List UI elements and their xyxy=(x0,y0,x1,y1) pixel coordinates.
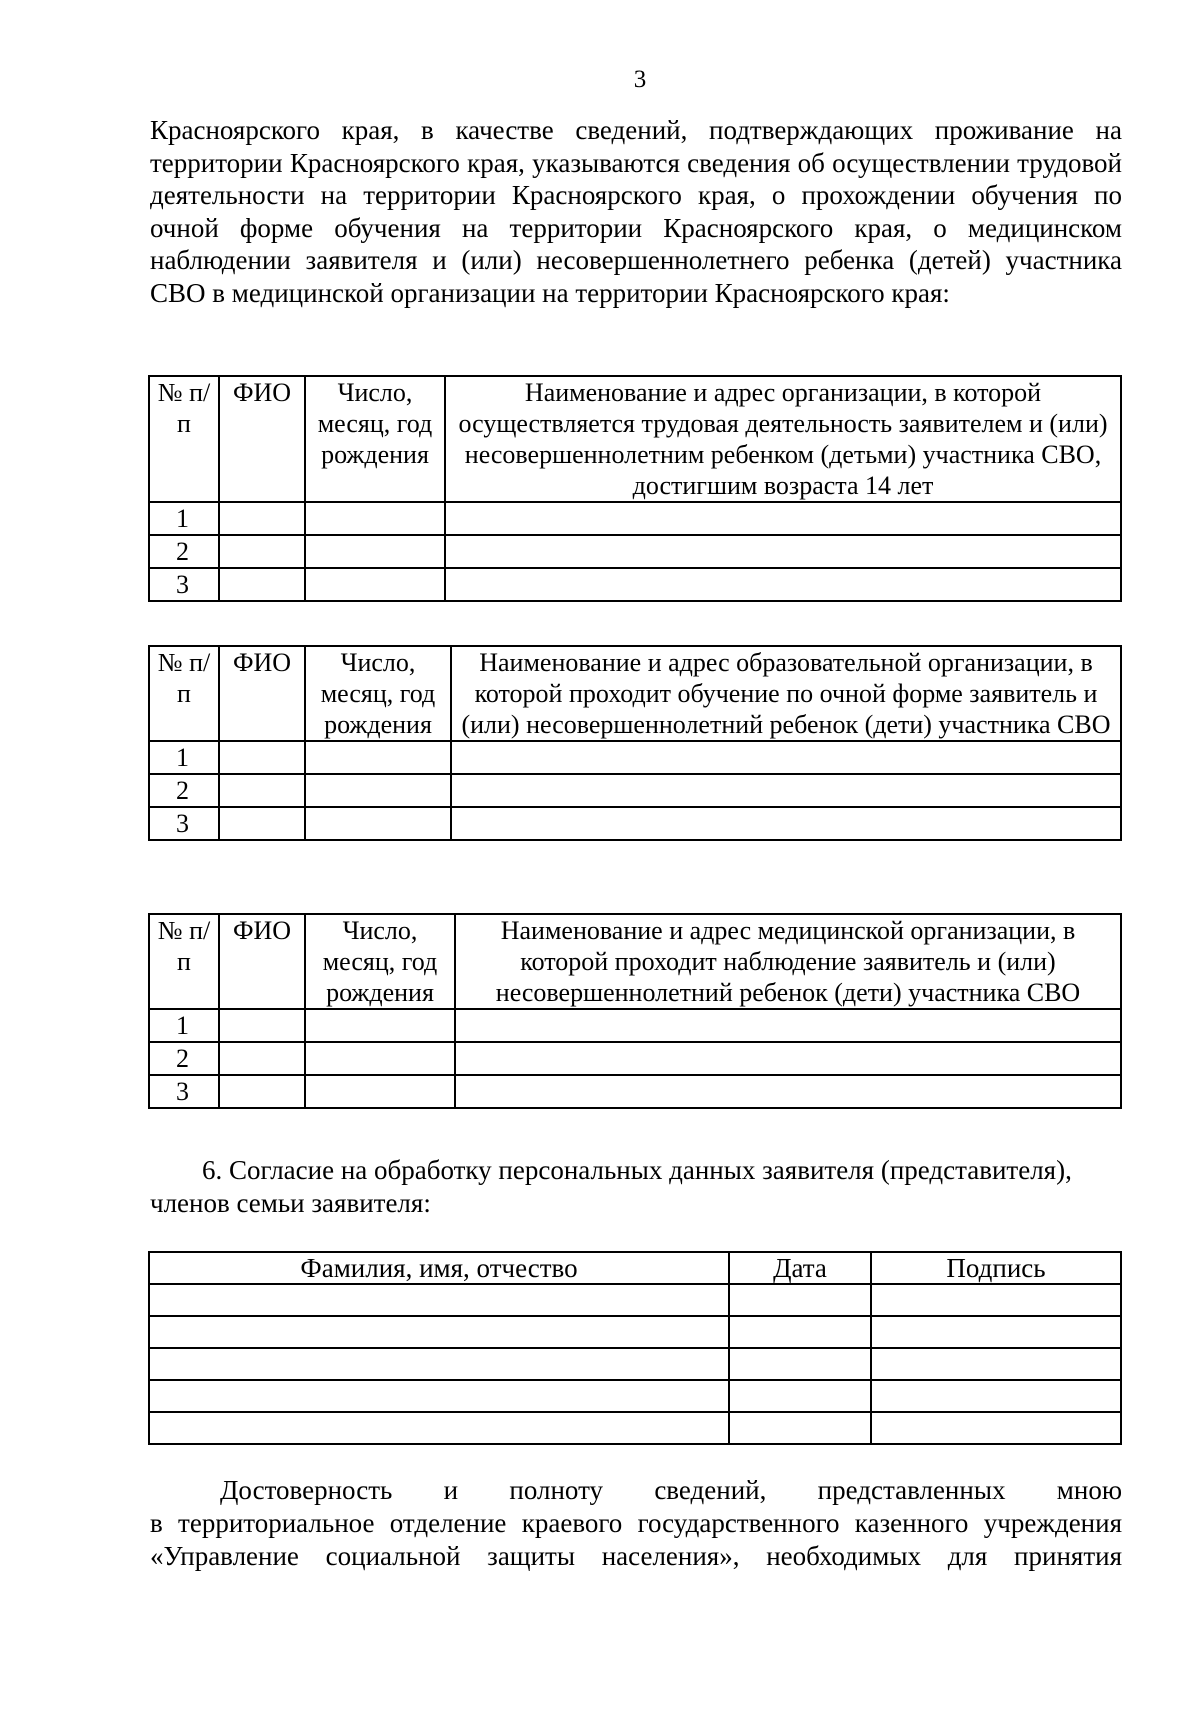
cell-fio[interactable] xyxy=(219,1009,305,1042)
cell-date[interactable] xyxy=(729,1316,871,1348)
col-number-header: № п/п xyxy=(149,376,219,502)
section-6-heading xyxy=(150,1154,1122,1220)
closing-line-1: Достоверность и полноту сведений, представленных мною xyxy=(220,1475,1122,1505)
cell-birthdate[interactable] xyxy=(305,807,451,840)
cell-full-name[interactable] xyxy=(149,1412,729,1444)
row-number: 3 xyxy=(149,807,219,840)
table-header-row xyxy=(149,376,1121,502)
col-organization-header: Наименование и адрес организации, в которой осуществляется трудовая деятельность заявителем и (или) несовершеннолетним ребенком (детьми) участника СВО, достигшим возраста 14 лет xyxy=(445,376,1121,502)
cell-birthdate[interactable] xyxy=(305,1009,455,1042)
consent-table xyxy=(148,1251,1122,1445)
col-number-header: № п/п xyxy=(149,646,219,741)
cell-full-name[interactable] xyxy=(149,1316,729,1348)
cell-organization[interactable] xyxy=(451,807,1121,840)
row-number: 1 xyxy=(149,741,219,774)
table-header-row xyxy=(149,646,1121,741)
table-row xyxy=(149,1316,1121,1348)
cell-fio[interactable] xyxy=(219,741,305,774)
cell-fio[interactable] xyxy=(219,502,305,535)
table-row xyxy=(149,568,1121,601)
cell-signature[interactable] xyxy=(871,1348,1121,1380)
cell-birthdate[interactable] xyxy=(305,1042,455,1075)
cell-fio[interactable] xyxy=(219,1042,305,1075)
closing-line-3: «Управление социальной защиты населения», необходимых для принятия xyxy=(150,1541,1122,1571)
cell-fio[interactable] xyxy=(219,807,305,840)
closing-line-2: в территориальное отделение краевого государственного казенного учреждения xyxy=(150,1508,1122,1538)
table-row xyxy=(149,774,1121,807)
cell-fio[interactable] xyxy=(219,1075,305,1108)
cell-fio[interactable] xyxy=(219,568,305,601)
page-number: 3 xyxy=(633,66,647,93)
col-date-header: Дата xyxy=(729,1252,871,1284)
cell-full-name[interactable] xyxy=(149,1380,729,1412)
table-header-row xyxy=(149,914,1121,1009)
cell-birthdate[interactable] xyxy=(305,535,445,568)
table-row xyxy=(149,1075,1121,1108)
row-number: 1 xyxy=(149,1009,219,1042)
cell-birthdate[interactable] xyxy=(305,502,445,535)
row-number: 1 xyxy=(149,502,219,535)
row-number: 3 xyxy=(149,568,219,601)
cell-full-name[interactable] xyxy=(149,1284,729,1316)
cell-birthdate[interactable] xyxy=(305,741,451,774)
table-header-row xyxy=(149,1252,1121,1284)
cell-organization[interactable] xyxy=(445,535,1121,568)
cell-signature[interactable] xyxy=(871,1284,1121,1316)
cell-organization[interactable] xyxy=(451,774,1121,807)
cell-signature[interactable] xyxy=(871,1412,1121,1444)
table-row xyxy=(149,1412,1121,1444)
col-signature-header: Подпись xyxy=(871,1252,1121,1284)
cell-full-name[interactable] xyxy=(149,1348,729,1380)
cell-organization[interactable] xyxy=(455,1075,1121,1108)
cell-organization[interactable] xyxy=(445,568,1121,601)
work-table xyxy=(148,375,1122,602)
cell-organization[interactable] xyxy=(451,741,1121,774)
closing-paragraph xyxy=(150,1474,1122,1573)
table-row xyxy=(149,807,1121,840)
col-organization-header: Наименование и адрес медицинской организации, в которой проходит наблюдение заявитель и (или) несовершеннолетний ребенок (дети) участника СВО xyxy=(455,914,1121,1009)
table-row xyxy=(149,535,1121,568)
cell-signature[interactable] xyxy=(871,1380,1121,1412)
row-number: 2 xyxy=(149,1042,219,1075)
cell-birthdate[interactable] xyxy=(305,1075,455,1108)
row-number: 3 xyxy=(149,1075,219,1108)
cell-signature[interactable] xyxy=(871,1316,1121,1348)
cell-birthdate[interactable] xyxy=(305,568,445,601)
cell-date[interactable] xyxy=(729,1348,871,1380)
table-row xyxy=(149,1284,1121,1316)
medical-table xyxy=(148,913,1122,1109)
section-6-line-2: членов семьи заявителя: xyxy=(150,1188,431,1218)
section-6-line-1: 6. Согласие на обработку персональных данных заявителя (представителя), xyxy=(202,1155,1072,1185)
col-birthdate-header: Число, месяц, год рождения xyxy=(305,376,445,502)
col-number-header: № п/п xyxy=(149,914,219,1009)
cell-date[interactable] xyxy=(729,1412,871,1444)
table-row xyxy=(149,1009,1121,1042)
education-table xyxy=(148,645,1122,841)
col-birthdate-header: Число, месяц, год рождения xyxy=(305,646,451,741)
col-fio-header: ФИО xyxy=(219,376,305,502)
cell-organization[interactable] xyxy=(455,1009,1121,1042)
table-row xyxy=(149,1042,1121,1075)
cell-birthdate[interactable] xyxy=(305,774,451,807)
intro-paragraph: Красноярского края, в качестве сведений, подтверждающих проживание на территории Красноярского края, указываются сведения об осуществлении трудовой деятельности на территории Красноярского края, о прохождении обучения по очной форме обучения на территории Красноярского края, о медицинском наблюдении заявителя и (или) несовершеннолетнего ребенка (детей) участника СВО в медицинской организации на территории Красноярского края: xyxy=(150,115,1122,308)
row-number: 2 xyxy=(149,535,219,568)
cell-date[interactable] xyxy=(729,1284,871,1316)
col-birthdate-header: Число, месяц, год рождения xyxy=(305,914,455,1009)
row-number: 2 xyxy=(149,774,219,807)
col-fio-header: ФИО xyxy=(219,914,305,1009)
cell-date[interactable] xyxy=(729,1380,871,1412)
col-full-name-header: Фамилия, имя, отчество xyxy=(149,1252,729,1284)
cell-fio[interactable] xyxy=(219,774,305,807)
table-row xyxy=(149,741,1121,774)
table-row xyxy=(149,1348,1121,1380)
cell-fio[interactable] xyxy=(219,535,305,568)
table-row xyxy=(149,502,1121,535)
col-organization-header: Наименование и адрес образовательной организации, в которой проходит обучение по очной форме заявитель и (или) несовершеннолетний ребенок (дети) участника СВО xyxy=(451,646,1121,741)
table-row xyxy=(149,1380,1121,1412)
cell-organization[interactable] xyxy=(445,502,1121,535)
col-fio-header: ФИО xyxy=(219,646,305,741)
cell-organization[interactable] xyxy=(455,1042,1121,1075)
